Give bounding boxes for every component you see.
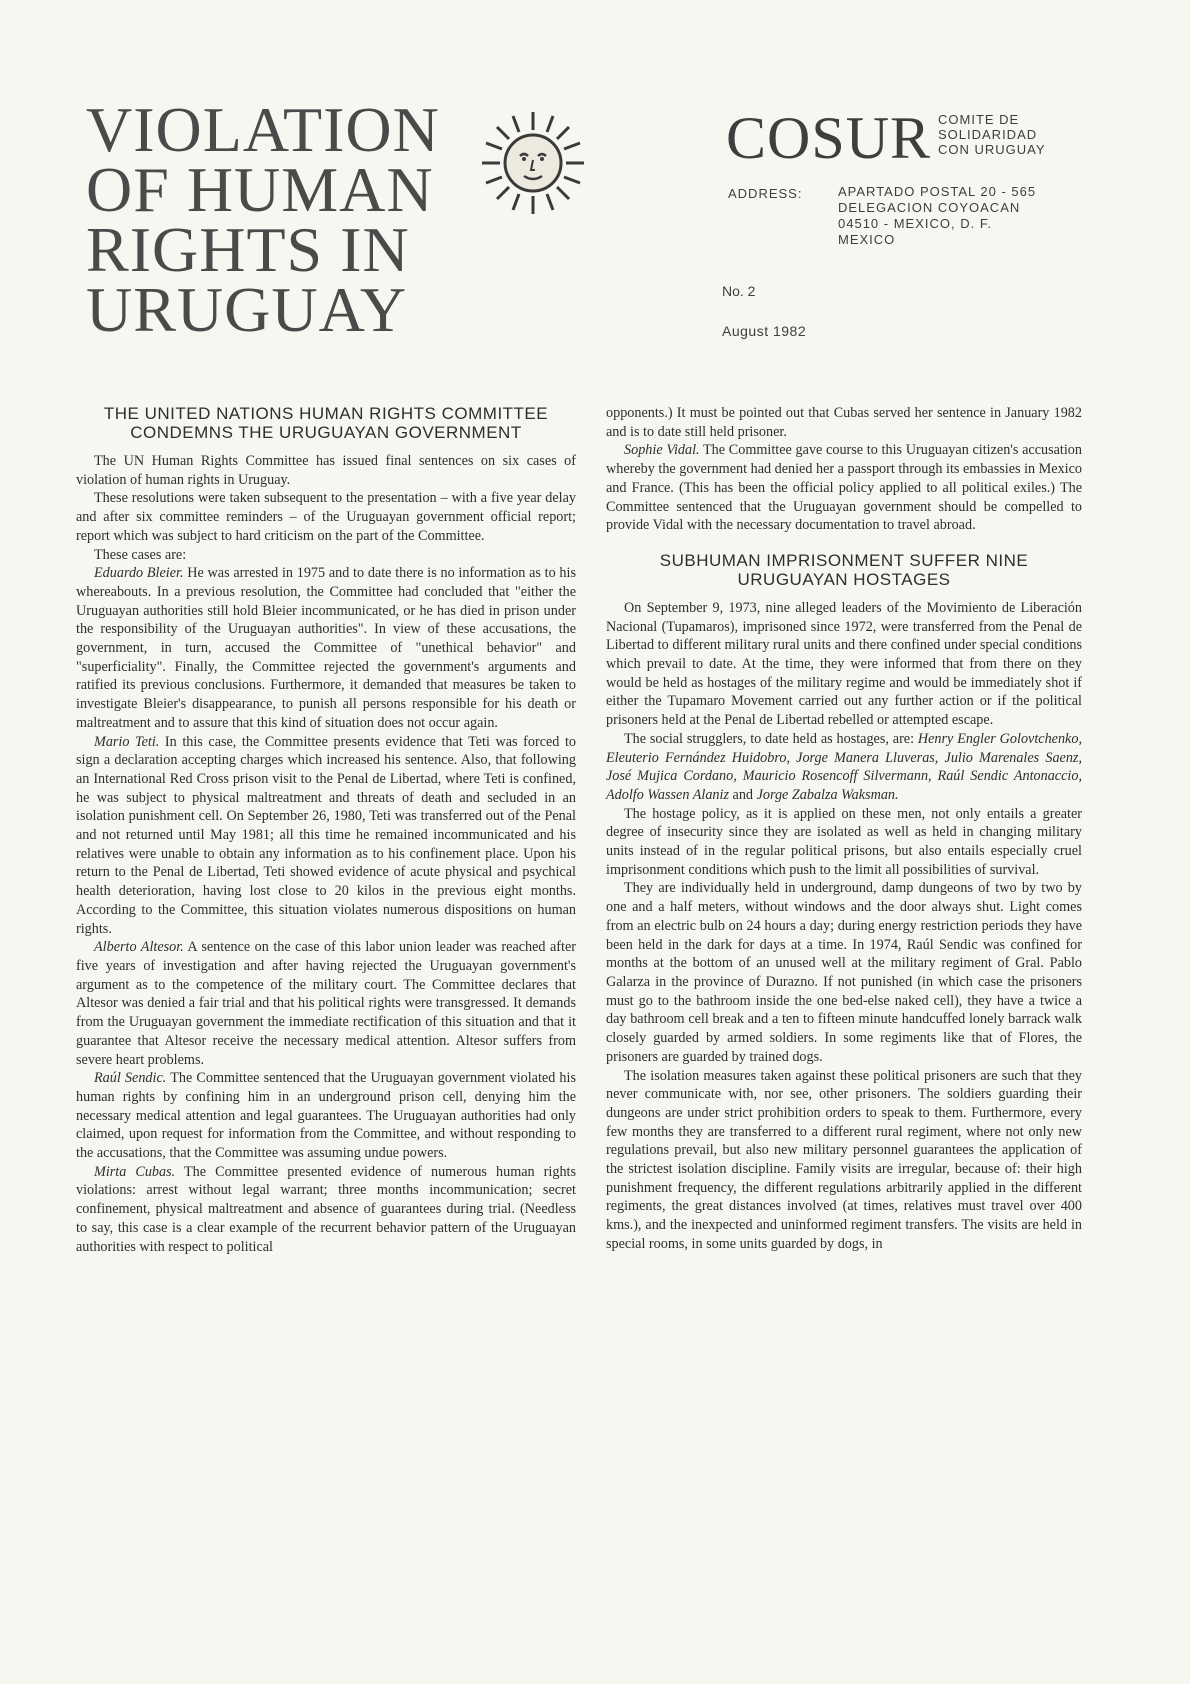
case-text: A sentence on the case of this labor union leader was reached after five years of investigation and after having rejected the Uruguayan government's argument as to the competence of the military court. The Committee declares that Altesor was denied a fair trial and that his political rights were transgressed. It demands from the Uruguayan government the immediate rectification of this situation and that it guarantee that Altesor receive the necessary medical attention. Altesor suffers from severe heart problems. <box>76 939 576 1068</box>
case-name: Eduardo Bleier. <box>94 565 184 582</box>
address-label: ADDRESS: <box>728 186 803 201</box>
sun-face-icon <box>478 108 588 218</box>
address-line: DELEGACION COYOACAN <box>838 200 1021 215</box>
case-altesor <box>76 938 576 1069</box>
case-vidal <box>606 441 1082 535</box>
left-column <box>76 404 576 1256</box>
case-text: The Committee sentenced that the Uruguayan government violated his human rights by confining him in an underground prison cell, denying him the necessary medical attention and legal guarantees. The Uruguayan authorities had only claimed, upon request for information from the Committee, and without responding to the accusations, that the Committee was assuming undue powers. <box>76 1070 576 1162</box>
paragraph: On September 9, 1973, nine alleged leaders of the Movimiento de Liberación Nacional (Tupamaros), imprisoned since 1972, were transferred from the Penal de Libertad to different military rural units and there confined under special conditions which prevail to date. At the time, they were informed that from there on they would be held as hostages of the military regime and would be immediately shot if either the Tupamaro Movement carried out any further action or if the political prisoners held at the Penal de Libertad rebelled or attempted escape. <box>606 599 1082 729</box>
org-subtitle-line: CON URUGUAY <box>938 142 1046 157</box>
article-heading-hostages: SUBHUMAN IMPRISONMENT SUFFER NINE URUGUAYAN HOSTAGES <box>659 550 1029 589</box>
address-line: APARTADO POSTAL 20 - 565 <box>838 184 1037 199</box>
case-name: Alberto Altesor. <box>94 939 184 956</box>
conjunction: and <box>728 786 757 803</box>
postal-address <box>838 184 1036 248</box>
paragraph: The isolation measures taken against these political prisoners are such that they never communicate with, nor see, other prisoners. The soldiers guarding their dungeons are under strict prohibition orders to speak to them. Furthermore, every few months they are transferred to a different rural regiment, where not only new regulations prevail, but also new military personnel guarantees the application of the strictest isolation discipline. Family visits are irregular, because of: their high punishment frequency, the different regulations arbitrarily applied in the different regiments, the great distances involved (at times, relatives must travel over 400 kms.), and the inexpected and uninformed regiment transfers. The visits are held in special rooms, in some units guarded by dogs, in <box>606 1067 1082 1252</box>
article-heading-un-committee: THE UNITED NATIONS HUMAN RIGHTS COMMITTEE CONDEMNS THE URUGUAYAN GOVERNMENT <box>103 404 549 442</box>
address-line: MEXICO <box>838 232 896 247</box>
org-subtitle-line: COMITE DE <box>938 112 1020 127</box>
case-text: He was arrested in 1975 and to date there is no information as to his whereabouts. In a previous resolution, the Committee had concluded that "either the Uruguayan authorities still hold Bleier incommunicated, or he has died in prison under the responsibility of the Uruguayan authorities". In view of these accusations, the government, in turn, accused the Committee of "unethical behavior" and "superficiality". Finally, the Committee rejected the government's arguments and ratified its previous conclusions. Furthermore, it demanded that measures be taken to investigate Bleier's disappearance, to punish all persons responsible for his death or maltreatment and to assure that this kind of situation does not occur again. <box>76 565 576 731</box>
paragraph: They are individually held in underground, damp dungeons of two by two by one and a half meters, without windows and the door always shut. Light comes from an electric bulb on 24 hours a day; during energy restriction periods they have been held in the dark for days at a time. In 1974, Raúl Sendic was confined for months at the bottom of an unused well at the military regiment of Gral. Pablo Galarza in the province of Durazno. If not punished (in which case the prisoners must go to the bathroom inside the one bed-else naked cell), they have a twice a day bathroom cell break and a ten to fifteen minute handcuffed lonely barrack walk closely guarded by armed soldiers. In some regiments like that of Flores, the prisoners are guarded by trained dogs. <box>606 880 1082 1065</box>
paragraph-lead: The social strugglers, to date held as hostages, are: <box>624 730 918 747</box>
case-name: Mirta Cubas. <box>94 1163 176 1180</box>
case-cubas <box>76 1163 576 1257</box>
case-teti <box>76 733 576 939</box>
org-name: COSUR <box>726 105 932 171</box>
case-text: In this case, the Committee presents evidence that Teti was forced to sign a declaration accepting charges which increased his sentence. Also, that following an International Red Cross prison visit to the Penal de Libertad, where Teti is confined, he was subject to physical maltreatment and threats of death and secluded in an isolation punishment cell. On September 26, 1980, Teti was transferred out of the Penal and not returned until May 1981; all this time he remained incommunicated and his relatives were unable to obtain any information as to his confinement place. Upon his return to the Penal de Libertad, Teti showed evidence of acute physical and psychical health deterioration, having lost close to 20 kilos in the previous eight months. According to the Committee, this situation violates numerous dispositions on human rights. <box>76 733 576 937</box>
case-name: Sophie Vidal. <box>624 442 700 459</box>
title-line-4: URUGUAY <box>86 274 408 345</box>
issue-date: August 1982 <box>722 323 807 339</box>
paragraph: These resolutions were taken subsequent to the presentation – with a five year delay and after six committee reminders – of the Uruguayan government official report; report which was subject to hard criticism on the part of the Committee. <box>76 490 576 544</box>
newsletter-title <box>86 94 486 345</box>
hostage-name-last: Jorge Zabalza Waksman. <box>756 786 899 803</box>
case-sendic <box>76 1069 576 1163</box>
title-line-1: VIOLATION <box>86 94 440 165</box>
address-line: 04510 - MEXICO, D. F. <box>838 216 992 231</box>
case-text: The Committee gave course to this Uruguayan citizen's accusation whereby the government had denied her a passport through its embassies in Mexico and France. (This has been the official policy applied to all political exiles.) The Committee sentenced that the Uruguayan government should be compelled to provide Vidal with the necessary documentation to travel abroad. <box>606 442 1082 534</box>
case-name: Mario Teti. <box>94 733 160 750</box>
title-line-3: RIGHTS IN <box>86 214 410 285</box>
hostage-list-paragraph <box>606 730 1082 805</box>
paragraph: These cases are: <box>94 546 187 563</box>
case-text: The Committee presented evidence of numerous human rights violations: arrest without legal warrant; three months incommunication; secret confinement, physical maltreatment and absence of guarantees during trial. (Needless to say, this case is a clear example of the recurrent behavior pattern of the Uruguayan authorities with respect to political <box>76 1163 576 1255</box>
hostage-names: Henry Engler Golovtchenko, Eleuterio Fernández Huidobro, Jorge Manera Lluveras, Julio Marenales Saenz, José Mujica Cordano, Mauricio Rosencoff Silvermann, Raúl Sendic Antonaccio, Adolfo Wassen Alaniz <box>606 730 1082 803</box>
issue-number: No. 2 <box>722 283 756 299</box>
paragraph-continuation: opponents.) It must be pointed out that Cubas served her sentence in January 1982 and is to date still held prisoner. <box>606 405 1082 440</box>
right-column <box>606 404 1082 1254</box>
case-bleier <box>76 564 576 732</box>
paragraph: The UN Human Rights Committee has issued final sentences on six cases of violation of human rights in Uruguay. <box>76 453 576 488</box>
case-name: Raúl Sendic. <box>94 1070 167 1087</box>
paragraph: The hostage policy, as it is applied on these men, not only entails a greater degree of insecurity since they are isolated as well as held in changing military units instead of in the regular political prisons, but also entails especially cruel imprisonment conditions which push to the limit all possibilities of survival. <box>606 805 1082 878</box>
org-subtitle-line: SOLIDARIDAD <box>938 127 1038 142</box>
org-subtitle <box>938 112 1046 157</box>
title-line-2: OF HUMAN <box>86 154 434 225</box>
